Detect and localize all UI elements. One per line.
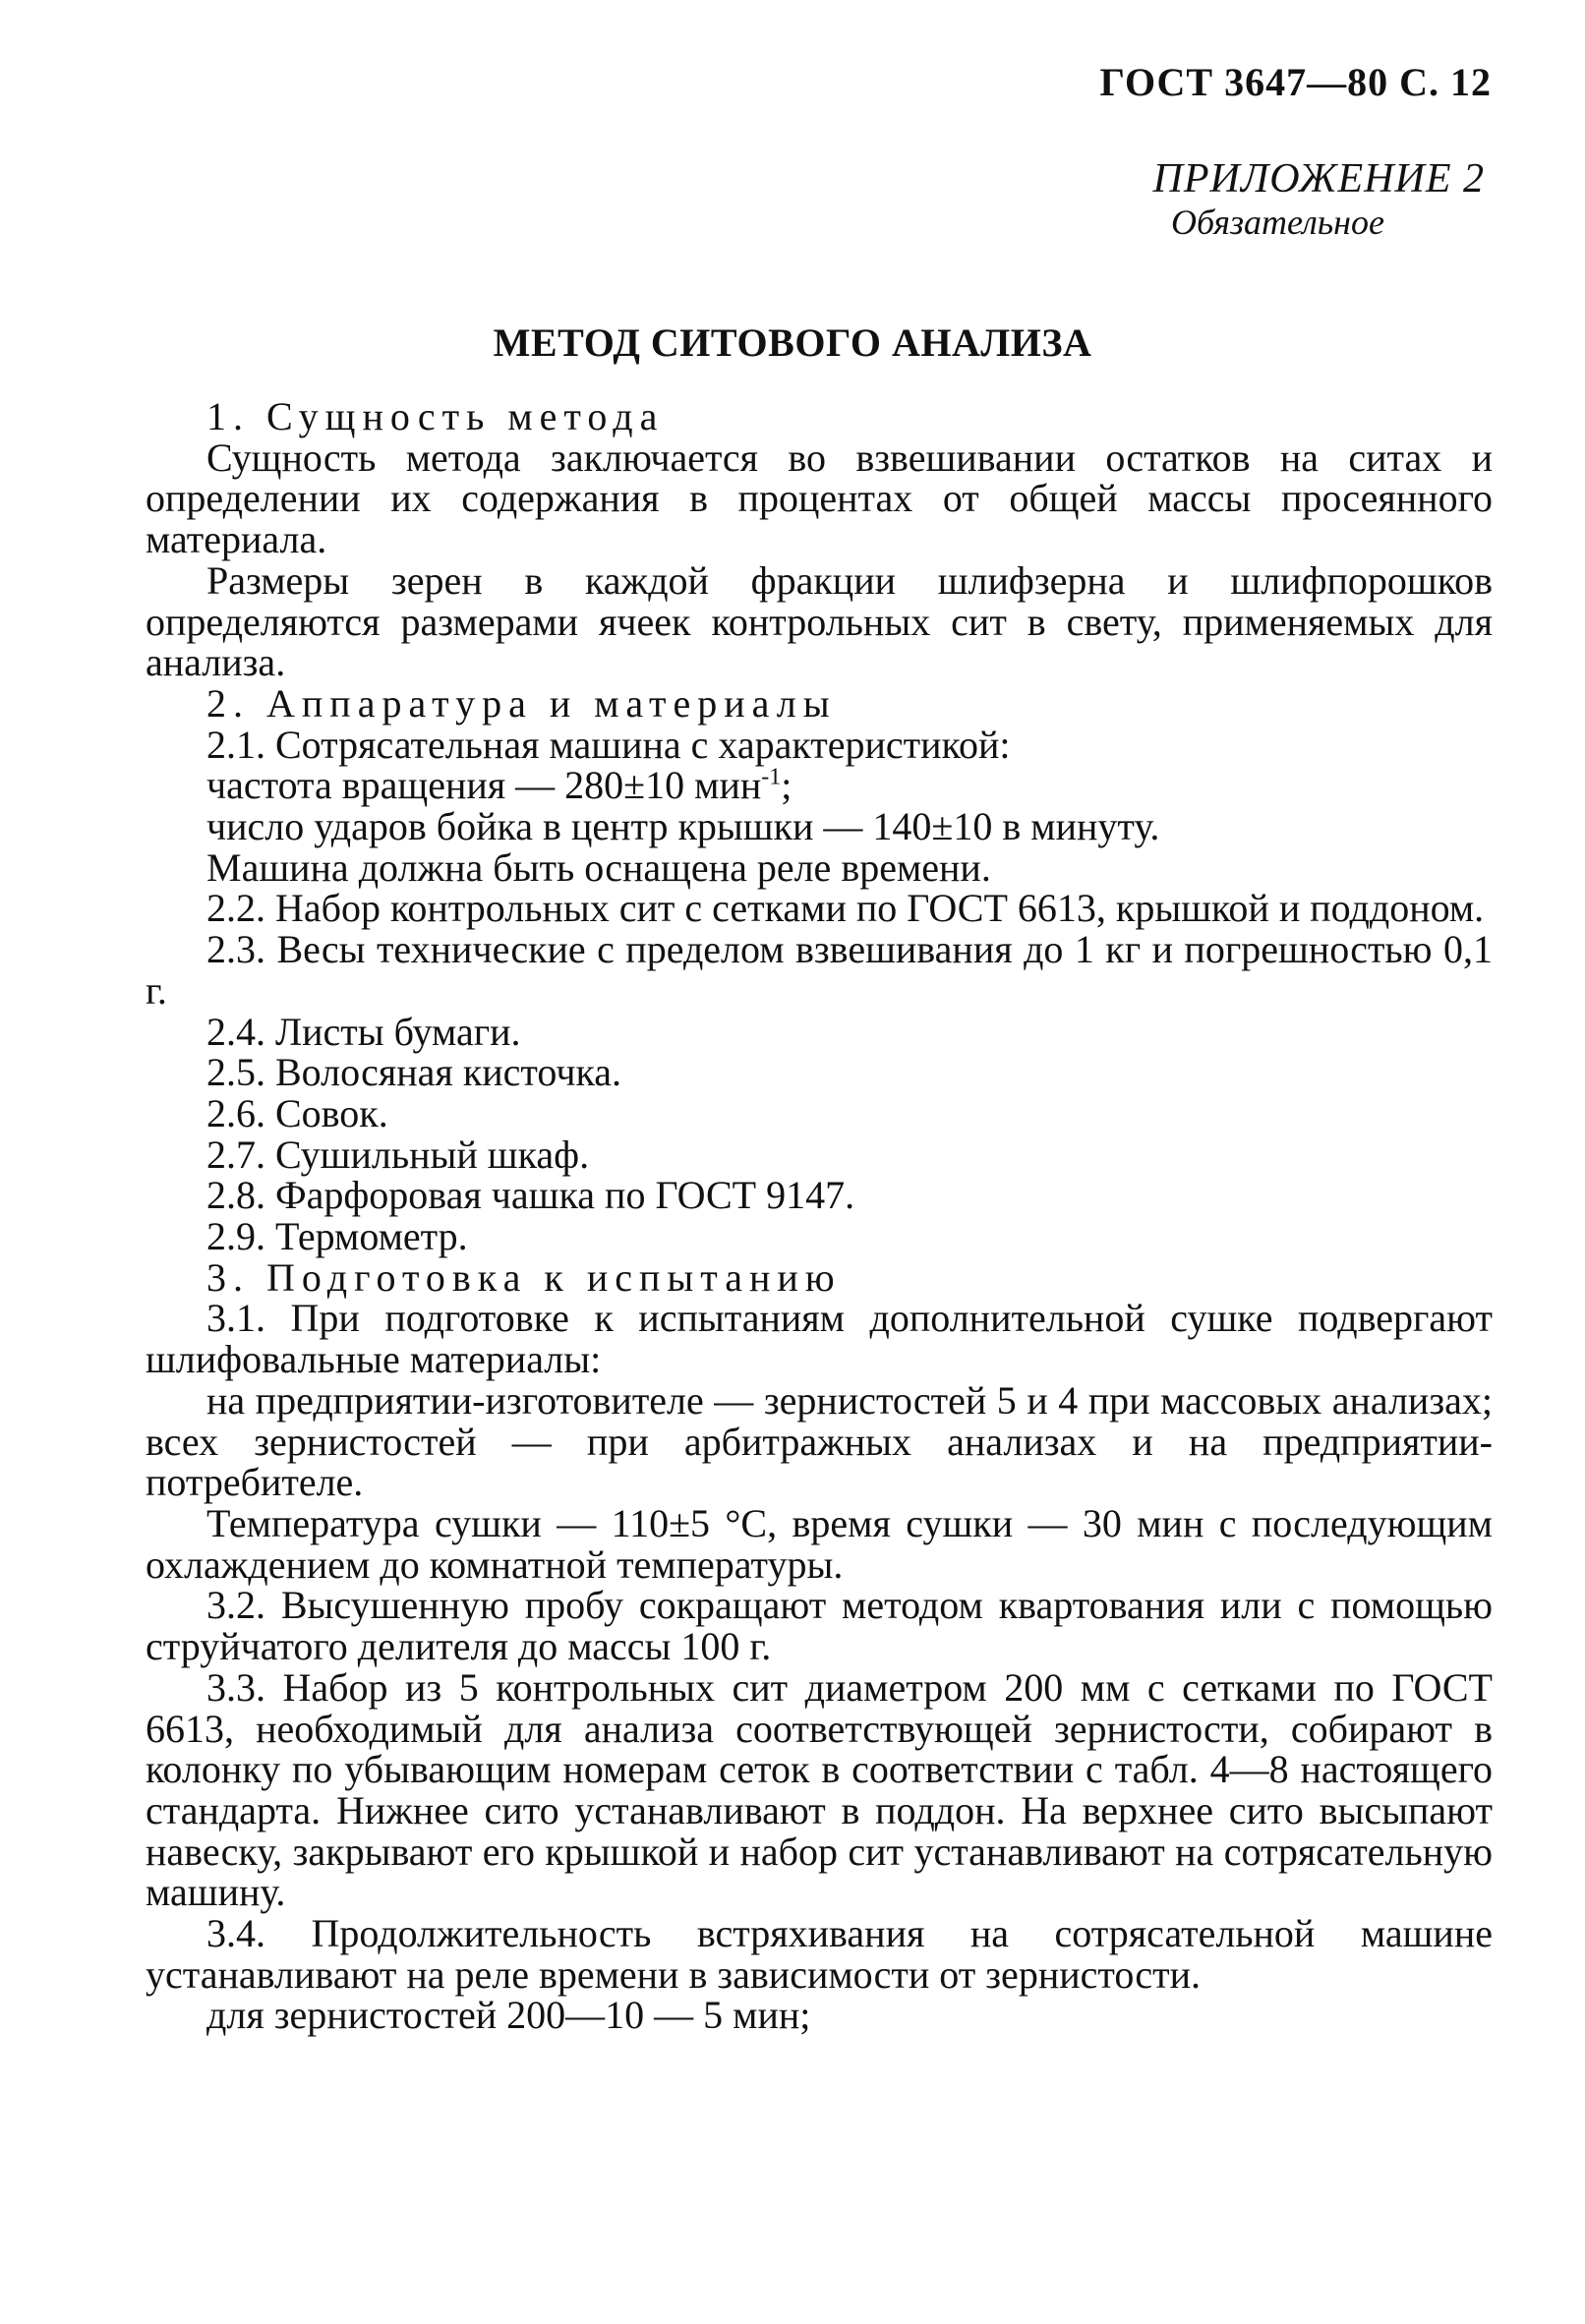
appendix-status: Обязательное xyxy=(1171,203,1384,242)
list-item: 2.4. Листы бумаги. xyxy=(206,1009,521,1054)
list-item: 2.1. Сотрясательная машина с характеристикой: xyxy=(206,722,1011,767)
list-item: 3.1. При подготовке к испытаниям дополнительной сушке подвергают шлифовальные материалы: xyxy=(146,1296,1493,1382)
list-item: 2.7. Сушильный шкаф. xyxy=(206,1132,590,1177)
rotation-frequency: частота вращения — 280±10 мин xyxy=(206,763,762,808)
list-item: 2.2. Набор контрольных сит с сетками по ГОСТ 6613, крышкой и поддоном. xyxy=(206,886,1485,931)
paragraph: Температура сушки — 110±5 °С, время сушки — 30 мин с последующим охлаждением до комнатной температуры. xyxy=(146,1500,1493,1587)
list-item: 2.8. Фарфоровая чашка по ГОСТ 9147. xyxy=(206,1173,855,1218)
list-item: 2.6. Совок. xyxy=(206,1090,388,1135)
list-item: 3.3. Набор из 5 контрольных сит диаметром 200 мм с сетками по ГОСТ 6613, необходимый для анализа соответствующей зернистости, собирают в колонку по убывающим номерам сеток в соответствии с табл. 4—8 настоящего стандарта. Нижнее сито устанавливают в поддон. На верхнее сито высыпают навеску, закрывают его крышкой и набор сит устанавливают на сотрясательную машину. xyxy=(146,1664,1493,1915)
paragraph: Машина должна быть оснащена реле времени. xyxy=(206,844,991,890)
section-1-heading: 1. Сущность метода xyxy=(206,394,665,438)
unit-exponent: -1 xyxy=(761,765,782,790)
punctuation: ; xyxy=(781,763,792,808)
section-3-heading: 3. Подготовка к испытанию xyxy=(206,1254,842,1300)
list-item: 3.4. Продолжительность встряхивания на сотрясательной машине устанавливают на реле времени в зависимости от зернистости. xyxy=(146,1911,1493,1997)
list-item: 2.9. Термометр. xyxy=(206,1214,468,1259)
list-item: 3.2. Высушенную пробу сокращают методом квартования или с помощью струйчатого делителя до массы 100 г. xyxy=(146,1583,1493,1669)
paragraph: число ударов бойка в центр крышки — 140±10 в минуту. xyxy=(206,804,1160,849)
list-item: 2.5. Волосяная кисточка. xyxy=(206,1050,622,1095)
paragraph: Размеры зерен в каждой фракции шлифзерна и шлифпорошков определяются размерами ячеек контрольных сит в свету, применяемых для анализа. xyxy=(146,557,1493,685)
paragraph: Сущность метода заключается во взвешивании остатков на ситах и определении их содержания в процентах от общей массы просеянного материала. xyxy=(146,435,1493,562)
list-item: 2.3. Весы технические с пределом взвешивания до 1 кг и погрешностью 0,1 г. xyxy=(146,927,1493,1013)
document-body xyxy=(146,396,1493,2036)
page-header: ГОСТ 3647—80 С. 12 xyxy=(1099,60,1492,104)
paragraph: на предприятии-изготовителе — зернистостей 5 и 4 при массовых анализах; всех зернистостей — при арбитражных анализах и на предприятии-потребителе. xyxy=(146,1377,1493,1505)
paragraph: для зернистостей 200—10 — 5 мин; xyxy=(206,1993,811,2038)
paragraph xyxy=(146,765,1493,806)
section-2-heading: 2. Аппаратура и материалы xyxy=(206,680,837,726)
document-title: МЕТОД СИТОВОГО АНАЛИЗА xyxy=(493,320,1092,365)
appendix-label: ПРИЛОЖЕНИЕ 2 xyxy=(1152,156,1485,202)
